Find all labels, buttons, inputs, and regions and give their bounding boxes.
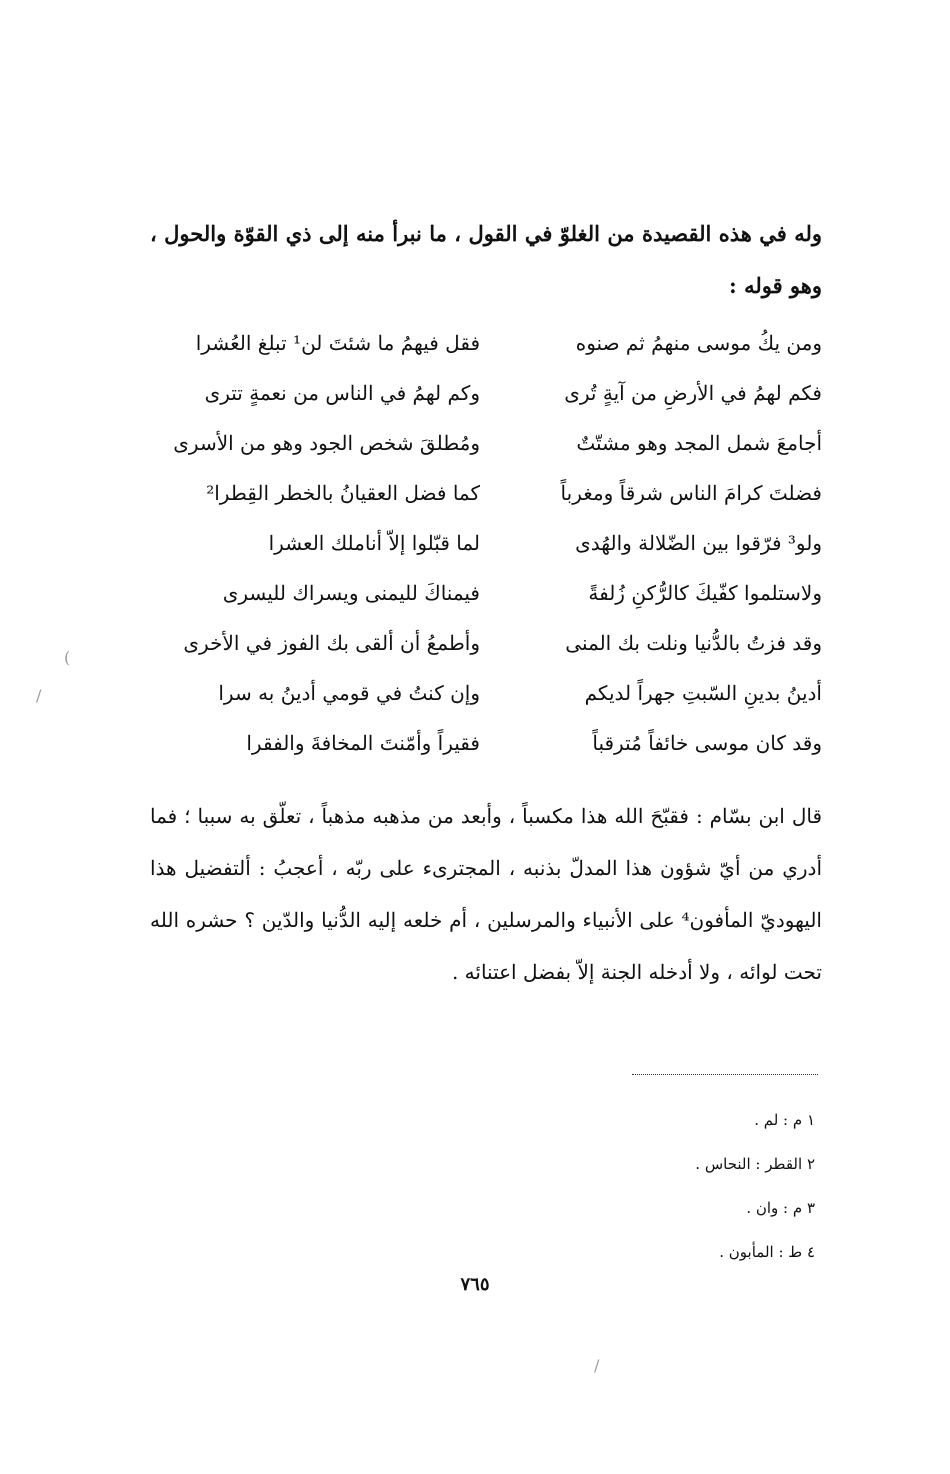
poem-verse xyxy=(150,418,822,468)
verse-second-hemistich: وأطمعُ أن ألقى بك الفوز في الأخرى xyxy=(183,631,480,655)
verse-first-hemistich: ومن يكُ موسى منهمُ ثم صنوه xyxy=(575,331,822,355)
footnote: ١ م : لم . xyxy=(754,1111,815,1129)
poem xyxy=(150,318,822,768)
verse-first-hemistich: فضلتَ كرامَ الناس شرقاً ومغرباً xyxy=(560,481,822,505)
margin-mark: / xyxy=(594,1356,600,1375)
verse-second-hemistich: لما قبّلوا إلاّ أناملك العشرا xyxy=(268,531,480,555)
commentary-paragraph: قال ابن بسّام : فقبّحَ الله هذا مكسباً ، وأبعد من مذهبه مذهباً ، تعلّق به سببا ؛ فما أدري من أيّ شؤون هذا المدلّ بذنبه ، المجترىء على ربّه ، أعجبُ : ألتفضيل هذا اليهوديّ المأفون⁴ على الأنبياء والمرسلين ، أم خلعه إليه الدُّنيا والدّين ؟ حشره الله تحت لوائه ، ولا أدخله الجنة إلاّ بفضل اعتنائه . xyxy=(150,804,822,984)
footnote: ٣ م : وان . xyxy=(746,1199,815,1217)
verse-first-hemistich: وقد فزتُ بالدُّنيا ونلت بك المنى xyxy=(565,631,822,655)
verse-second-hemistich: فقيراً وأمّنتَ المخافةَ والفقرا xyxy=(246,731,480,755)
verse-first-hemistich: فكم لهمُ في الأرضِ من آيةٍ تُرى xyxy=(564,381,822,405)
footnotes xyxy=(500,1098,815,1274)
verse-second-hemistich: كما فضل العقيانُ بالخطر القِطرا² xyxy=(206,481,480,505)
poem-verse xyxy=(150,468,822,518)
verse-second-hemistich: فقل فيهمُ ما شئتَ لن¹ تبلغ العُشرا xyxy=(195,331,480,355)
verse-first-hemistich: ولاستلموا كفّيكَ كالرُّكنِ زُلفةً xyxy=(588,581,822,605)
poem-verse xyxy=(150,618,822,668)
poem-verse xyxy=(150,718,822,768)
verse-first-hemistich: ولو³ فرّقوا بين الضّلالة والهُدى xyxy=(575,531,822,555)
poem-verse xyxy=(150,368,822,418)
footnote-divider xyxy=(632,1074,818,1075)
poem-verse xyxy=(150,518,822,568)
intro-paragraph: وله في هذه القصيدة من الغلوّ في القول ، ما نبرأ منه إلى ذي القوّة والحول ، وهو قوله : xyxy=(150,221,822,298)
footnote: ٢ القطر : النحاس . xyxy=(695,1155,815,1173)
poem-verse xyxy=(150,568,822,618)
verse-second-hemistich: وإن كنتُ في قومي أدينُ به سرا xyxy=(218,681,480,705)
verse-first-hemistich: وقد كان موسى خائفاً مُترقباً xyxy=(592,731,822,755)
verse-first-hemistich: أجامعَ شمل المجد وهو مشتّتٌ xyxy=(576,431,822,455)
margin-mark: ( xyxy=(64,648,71,667)
verse-first-hemistich: أدينُ بدينِ السّبتِ جهراً لديكم xyxy=(584,681,822,705)
verse-second-hemistich: فيمناكَ لليمنى ويسراك لليسرى xyxy=(222,581,480,605)
poem-verse xyxy=(150,668,822,718)
verse-second-hemistich: وكم لهمُ في الناس من نعمةٍ تترى xyxy=(204,381,480,405)
verse-second-hemistich: ومُطلقَ شخص الجود وهو من الأسرى xyxy=(173,431,480,455)
page-number: ٧٦٥ xyxy=(460,1274,490,1295)
margin-mark: / xyxy=(36,686,42,705)
footnote: ٤ ط : المأبون . xyxy=(719,1243,815,1261)
poem-verse xyxy=(150,318,822,368)
